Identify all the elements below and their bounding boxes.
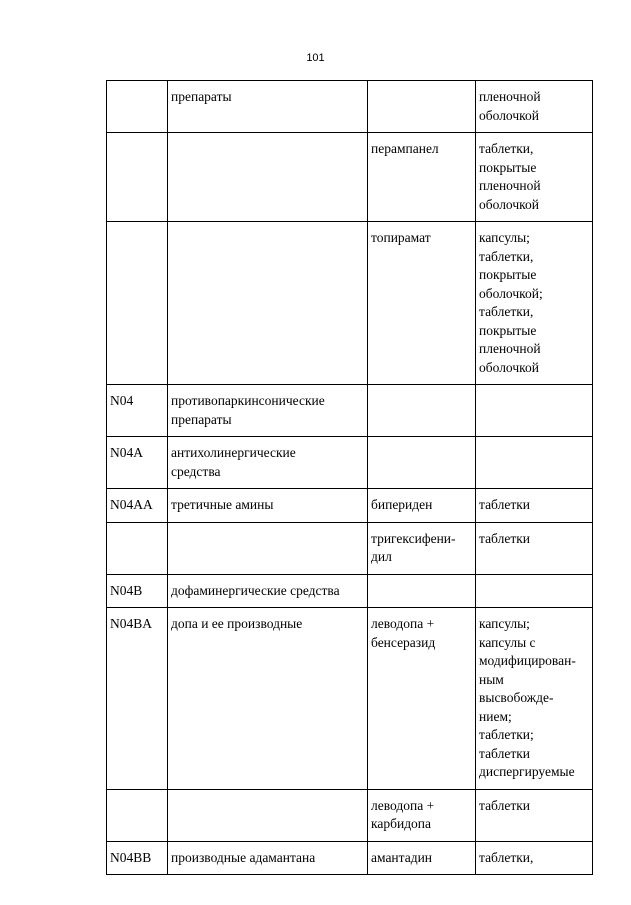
atc-code-cell — [107, 222, 168, 385]
dosage-form-cell: капсулы; таблетки, покрытые оболочкой; таблетки, покрытые пленочной оболочкой — [476, 222, 593, 385]
table-row — [107, 789, 593, 841]
table-row — [107, 608, 593, 790]
group-cell: антихолинергические средства — [168, 437, 368, 489]
substance-cell — [368, 437, 476, 489]
substance-cell: леводопа + карбидопа — [368, 789, 476, 841]
group-cell: дофаминергические средства — [168, 574, 368, 608]
dosage-form-cell: капсулы; капсулы с модифицирован- ным высвобожде- нием; таблетки; таблетки диспергируемые — [476, 608, 593, 790]
substance-cell: тригексифени- дил — [368, 522, 476, 574]
table-row — [107, 574, 593, 608]
table-row — [107, 133, 593, 222]
group-cell: препараты — [168, 81, 368, 133]
group-cell: третичные амины — [168, 489, 368, 523]
atc-code-cell: N04B — [107, 574, 168, 608]
substance-cell: амантадин — [368, 841, 476, 875]
atc-code-cell — [107, 81, 168, 133]
dosage-form-cell: таблетки, — [476, 841, 593, 875]
dosage-form-cell: таблетки — [476, 789, 593, 841]
group-cell: допа и ее производные — [168, 608, 368, 790]
substance-cell: перампанел — [368, 133, 476, 222]
group-cell — [168, 133, 368, 222]
substance-cell — [368, 385, 476, 437]
substance-cell: бипериден — [368, 489, 476, 523]
table-row — [107, 81, 593, 133]
table-row — [107, 489, 593, 523]
table-row — [107, 385, 593, 437]
group-cell — [168, 222, 368, 385]
group-cell: противопаркинсонические препараты — [168, 385, 368, 437]
substance-cell — [368, 574, 476, 608]
atc-code-cell — [107, 133, 168, 222]
group-cell — [168, 522, 368, 574]
dosage-form-cell — [476, 437, 593, 489]
table-row — [107, 841, 593, 875]
dosage-form-cell: таблетки, покрытые пленочной оболочкой — [476, 133, 593, 222]
atc-code-cell — [107, 789, 168, 841]
table-row — [107, 522, 593, 574]
atc-code-cell: N04A — [107, 437, 168, 489]
dosage-form-cell: пленочной оболочкой — [476, 81, 593, 133]
substance-cell: топирамат — [368, 222, 476, 385]
drug-table — [106, 80, 593, 875]
table-row — [107, 437, 593, 489]
group-cell — [168, 789, 368, 841]
substance-cell — [368, 81, 476, 133]
page-number: 101 — [306, 52, 325, 64]
substance-cell: леводопа + бенсеразид — [368, 608, 476, 790]
atc-code-cell: N04BB — [107, 841, 168, 875]
dosage-form-cell: таблетки — [476, 489, 593, 523]
atc-code-cell — [107, 522, 168, 574]
atc-code-cell: N04BA — [107, 608, 168, 790]
table-row — [107, 222, 593, 385]
atc-code-cell: N04AA — [107, 489, 168, 523]
dosage-form-cell — [476, 385, 593, 437]
dosage-form-cell: таблетки — [476, 522, 593, 574]
atc-code-cell: N04 — [107, 385, 168, 437]
group-cell: производные адамантана — [168, 841, 368, 875]
dosage-form-cell — [476, 574, 593, 608]
